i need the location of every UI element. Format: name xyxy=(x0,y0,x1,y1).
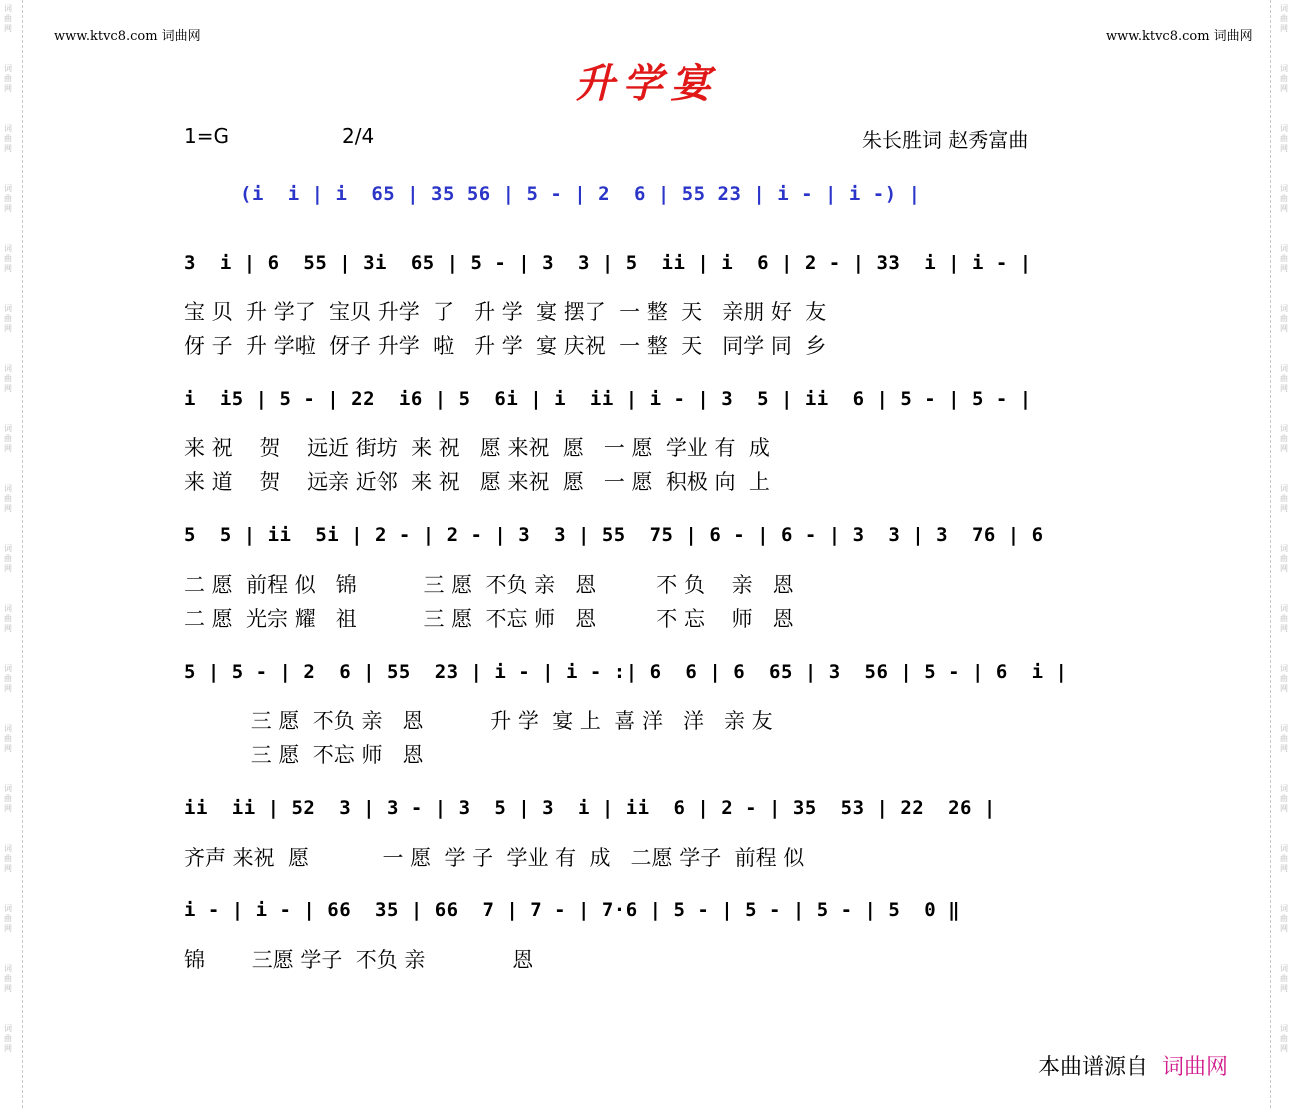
watermark-glyph: 词 曲 网 xyxy=(4,244,12,273)
watermark-glyph: 词 曲 网 xyxy=(4,604,12,633)
footer-source-label: 本曲谱源自 xyxy=(1038,1055,1149,1080)
footer-brand-link[interactable]: 词曲网 xyxy=(1162,1055,1229,1080)
credits: 朱长胜词 赵秀富曲 xyxy=(862,128,1029,152)
watermark-glyph: 词 曲 网 xyxy=(1280,304,1288,333)
watermark-glyph: 词 曲 网 xyxy=(4,124,12,153)
line5-notation: ii ii | 52 3 | 3 - | 3 5 | 3 i | ii 6 | 2 - | 35 53 | 22 26 | xyxy=(184,797,996,819)
watermark-glyph: 词 曲 网 xyxy=(1280,844,1288,873)
line2-notation: i i5 | 5 - | 22 i6 | 5 6i | i ii | i - | 3 5 | ii 6 | 5 - | 5 - | xyxy=(184,388,1032,410)
watermark-glyph: 词 曲 网 xyxy=(1280,1024,1288,1053)
line3-lyrics-verse1: 二 愿 前程 似 锦 三 愿 不负 亲 恩 不 负 亲 恩 xyxy=(184,573,794,597)
line2-lyrics-verse2: 来 道 贺 远亲 近邻 来 祝 愿 来祝 愿 一 愿 积极 向 上 xyxy=(184,470,770,494)
watermark-glyph: 词 曲 网 xyxy=(4,724,12,753)
left-dashed-border xyxy=(22,0,23,1108)
footer-source xyxy=(1038,1050,1228,1081)
line1-notation: 3 i | 6 55 | 3i 65 | 5 - | 3 3 | 5 ii | i 6 | 2 - | 33 i | i - | xyxy=(184,252,1032,274)
watermark-glyph: 词 曲 网 xyxy=(4,544,12,573)
line3-lyrics-verse2: 二 愿 光宗 耀 祖 三 愿 不忘 师 恩 不 忘 师 恩 xyxy=(184,607,794,631)
watermark-glyph: 词 曲 网 xyxy=(1280,64,1288,93)
line4-lyrics-verse2: 三 愿 不忘 师 恩 xyxy=(184,743,424,767)
watermark-glyph: 词 曲 网 xyxy=(1280,664,1288,693)
watermark-glyph: 词 曲 网 xyxy=(4,184,12,213)
time-signature: 2/4 xyxy=(342,124,375,148)
line6-notation: i - | i - | 66 35 | 66 7 | 7 - | 7·6 | 5 - | 5 - | 5 - | 5 0 ‖ xyxy=(184,899,961,921)
watermark-glyph: 词 曲 网 xyxy=(4,304,12,333)
watermark-glyph: 词 曲 网 xyxy=(4,64,12,93)
watermark-glyph: 词 曲 网 xyxy=(1280,604,1288,633)
line5-lyrics: 齐声 来祝 愿 一 愿 学 子 学业 有 成 二愿 学子 前程 似 xyxy=(184,846,805,870)
intro-notation: (i i | i 65 | 35 56 | 5 - | 2 6 | 55 23 | i - | i -) | xyxy=(240,183,921,205)
line2-lyrics-verse1: 来 祝 贺 远近 街坊 来 祝 愿 来祝 愿 一 愿 学业 有 成 xyxy=(184,436,770,460)
watermark-glyph: 词 曲 网 xyxy=(4,4,12,33)
line1-lyrics-verse1: 宝 贝 升 学了 宝贝 升学 了 升 学 宴 摆了 一 整 天 亲朋 好 友 xyxy=(184,300,827,324)
line4-notation: 5 | 5 - | 2 6 | 55 23 | i - | i - :| 6 6 | 6 65 | 3 56 | 5 - | 6 i | xyxy=(184,661,1068,683)
watermark-glyph: 词 曲 网 xyxy=(1280,964,1288,993)
watermark-glyph: 词 曲 网 xyxy=(4,664,12,693)
watermark-glyph: 词 曲 网 xyxy=(1280,4,1288,33)
key-signature: 1=G xyxy=(184,124,229,148)
watermark-glyph: 词 曲 网 xyxy=(4,904,12,933)
watermark-glyph: 词 曲 网 xyxy=(1280,724,1288,753)
watermark-glyph: 词 曲 网 xyxy=(1280,424,1288,453)
watermark-glyph: 词 曲 网 xyxy=(1280,124,1288,153)
watermark-glyph: 词 曲 网 xyxy=(1280,544,1288,573)
watermark-glyph: 词 曲 网 xyxy=(1280,364,1288,393)
watermark-glyph: 词 曲 网 xyxy=(1280,484,1288,513)
watermark-glyph: 词 曲 网 xyxy=(4,1024,12,1053)
watermark-glyph: 词 曲 网 xyxy=(4,844,12,873)
song-title: 升学宴 xyxy=(574,60,719,107)
line3-notation: 5 5 | ii 5i | 2 - | 2 - | 3 3 | 55 75 | 6 - | 6 - | 3 3 | 3 76 | 6 xyxy=(184,524,1044,546)
line1-lyrics-verse2: 伢 子 升 学啦 伢子 升学 啦 升 学 宴 庆祝 一 整 天 同学 同 乡 xyxy=(184,334,827,358)
watermark-glyph: 词 曲 网 xyxy=(4,784,12,813)
watermark-glyph: 词 曲 网 xyxy=(1280,244,1288,273)
site-url-right[interactable]: www.ktvc8.com 词曲网 xyxy=(1106,29,1253,44)
watermark-glyph: 词 曲 网 xyxy=(1280,184,1288,213)
line4-lyrics-verse1: 三 愿 不负 亲 恩 升 学 宴 上 喜 洋 洋 亲 友 xyxy=(184,709,773,733)
right-dashed-border xyxy=(1270,0,1271,1108)
watermark-glyph: 词 曲 网 xyxy=(1280,904,1288,933)
line6-lyrics: 锦 三愿 学子 不负 亲 恩 xyxy=(184,948,534,972)
watermark-glyph: 词 曲 网 xyxy=(4,364,12,393)
watermark-glyph: 词 曲 网 xyxy=(4,964,12,993)
watermark-glyph: 词 曲 网 xyxy=(4,424,12,453)
site-url-left[interactable]: www.ktvc8.com 词曲网 xyxy=(54,29,201,44)
watermark-glyph: 词 曲 网 xyxy=(1280,784,1288,813)
watermark-glyph: 词 曲 网 xyxy=(4,484,12,513)
